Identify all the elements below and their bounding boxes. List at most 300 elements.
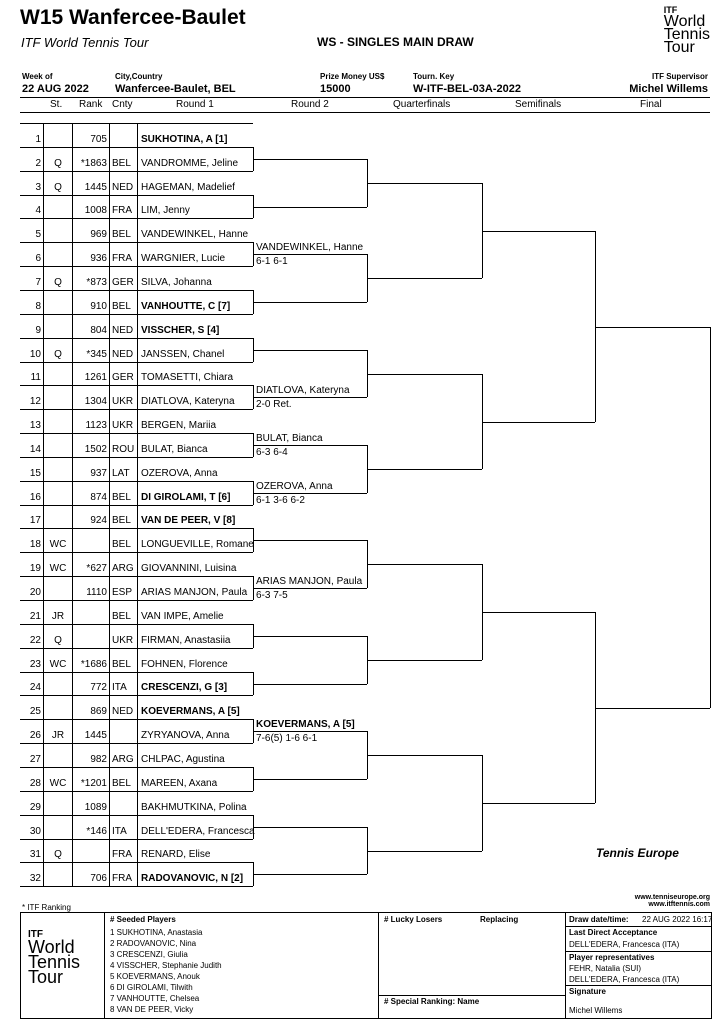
- player-country: BEL: [112, 492, 131, 503]
- player-rank: 1110: [86, 587, 107, 598]
- player-name[interactable]: CRESCENZI, G [3]: [141, 682, 228, 693]
- player-number: 22: [29, 635, 41, 646]
- player-status: JR: [51, 730, 65, 741]
- row-sep: [43, 838, 44, 862]
- row-sep: [43, 528, 44, 552]
- row-sep: [137, 481, 138, 505]
- player-status: Q: [54, 349, 62, 360]
- player-number: 25: [29, 706, 41, 717]
- row-sep: [43, 719, 44, 743]
- col-country: Cnty: [112, 99, 133, 110]
- row-sep: [137, 194, 138, 218]
- player-country: BEL: [112, 301, 131, 312]
- qf-line: [367, 374, 482, 375]
- player-name[interactable]: ZYRYANOVA, Anna: [141, 730, 230, 741]
- row-sep: [137, 671, 138, 695]
- player-country: BEL: [112, 778, 131, 789]
- tournament-title: W15 Wanfercee-Baulet: [20, 6, 246, 29]
- url-tenniseurope: www.tenniseurope.org: [634, 894, 710, 901]
- footer-logo-world: World: [28, 937, 75, 957]
- qf-line: [367, 183, 482, 184]
- row-sep: [109, 314, 110, 338]
- itf-logo-itf: ITF: [663, 5, 678, 15]
- row-sep: [72, 600, 73, 624]
- r2-line: [253, 350, 367, 351]
- row-sep: [43, 504, 44, 528]
- qf-line: [367, 660, 482, 661]
- lda-value: DELL'EDERA, Francesca (ITA): [569, 940, 680, 949]
- r2-line: [253, 397, 367, 398]
- lucky-losers-title: # Lucky Losers: [384, 915, 443, 924]
- r2-line: [253, 636, 367, 637]
- player-status: Q: [54, 277, 62, 288]
- col-semifinals: Semifinals: [515, 99, 562, 110]
- row-sep: [109, 862, 110, 886]
- player-country: FRA: [112, 873, 132, 884]
- final-line: [595, 327, 710, 328]
- row-line-top: [20, 123, 253, 124]
- seeded-player: 7 VANHOUTTE, Chelsea: [110, 994, 200, 1003]
- col-quarterfinals: Quarterfinals: [393, 99, 451, 110]
- footer-logo-tennis: Tennis: [28, 952, 81, 972]
- player-number: 16: [29, 492, 41, 503]
- player-country: BEL: [112, 229, 131, 240]
- row-sep: [137, 266, 138, 290]
- r2-line: [253, 874, 367, 875]
- player-country: UKR: [112, 396, 134, 407]
- seeded-player: 2 RADOVANOVIC, Nina: [110, 939, 197, 948]
- r2-winner-score: 2-0 Ret.: [256, 399, 292, 410]
- row-sep: [43, 194, 44, 218]
- player-name[interactable]: VAN IMPE, Amelie: [141, 611, 224, 622]
- player-number: 26: [29, 730, 41, 741]
- player-rank: 874: [90, 492, 107, 503]
- player-name[interactable]: RENARD, Elise: [141, 849, 211, 860]
- itf-logo-tennis: Tennis: [663, 26, 710, 43]
- row-sep: [72, 838, 73, 862]
- player-country: FRA: [112, 849, 132, 860]
- rep1-value: FEHR, Natalia (SUI): [569, 964, 642, 973]
- row-sep: [109, 838, 110, 862]
- player-name[interactable]: BERGEN, Mariia: [141, 420, 217, 431]
- seeded-player: 5 KOEVERMANS, Anouk: [110, 972, 200, 981]
- row-sep: [43, 600, 44, 624]
- player-rank: 772: [90, 682, 107, 693]
- player-number: 2: [35, 158, 41, 169]
- row-sep: [109, 266, 110, 290]
- row-sep: [109, 719, 110, 743]
- seeded-title: # Seeded Players: [110, 915, 176, 924]
- row-sep: [137, 719, 138, 743]
- row-sep: [137, 815, 138, 839]
- player-number: 3: [35, 182, 41, 193]
- row-sep: [137, 171, 138, 195]
- player-rank: *627: [86, 563, 107, 574]
- player-rank: 1445: [84, 730, 107, 741]
- row-sep: [72, 528, 73, 552]
- player-number: 14: [29, 444, 41, 455]
- player-country: ARG: [112, 563, 134, 574]
- qf-line: [367, 278, 482, 279]
- player-number: 13: [29, 420, 41, 431]
- player-number: 6: [35, 253, 41, 264]
- player-rank: 1304: [84, 396, 107, 407]
- qf-line: [367, 755, 482, 756]
- player-name[interactable]: SILVA, Johanna: [141, 277, 212, 288]
- qf-line: [367, 564, 482, 565]
- player-status: JR: [51, 611, 65, 622]
- row-sep: [137, 147, 138, 171]
- row-sep: [137, 242, 138, 266]
- seeded-player: 4 VISSCHER, Stephanie Judith: [110, 961, 222, 970]
- row-sep: [109, 576, 110, 600]
- row-sep: [43, 266, 44, 290]
- row-sep: [109, 791, 110, 815]
- player-number: 28: [29, 778, 41, 789]
- player-rank: 869: [90, 706, 107, 717]
- city-label: City,Country: [115, 72, 163, 81]
- player-number: 30: [29, 826, 41, 837]
- row-sep: [43, 433, 44, 457]
- player-name[interactable]: BAKHMUTKINA, Polina: [141, 802, 247, 813]
- seeded-player: 6 DI GIROLAMI, Tilwith: [110, 983, 193, 992]
- row-sep: [137, 361, 138, 385]
- qf-line: [367, 469, 482, 470]
- player-rank: 804: [90, 325, 107, 336]
- player-number: 32: [29, 873, 41, 884]
- player-country: ITA: [112, 826, 127, 837]
- player-name[interactable]: LIM, Jenny: [141, 205, 190, 216]
- row-sep: [43, 862, 44, 886]
- col-rank: Rank: [79, 99, 103, 110]
- row-sep: [43, 671, 44, 695]
- player-name[interactable]: DIATLOVA, Kateryna: [141, 396, 235, 407]
- player-number: 27: [29, 754, 41, 765]
- player-status: Q: [54, 182, 62, 193]
- player-number: 7: [35, 277, 41, 288]
- col-status: St.: [50, 99, 63, 110]
- player-status: Q: [54, 635, 62, 646]
- player-name[interactable]: OZEROVA, Anna: [141, 468, 218, 479]
- city-value: Wanfercee-Baulet, BEL: [115, 83, 236, 95]
- player-rank: *1201: [80, 778, 107, 789]
- row-sep: [43, 409, 44, 433]
- itf-logo-tour: Tour: [663, 39, 695, 56]
- final-connector: [710, 327, 711, 708]
- player-number: 21: [29, 611, 41, 622]
- row-sep: [137, 743, 138, 767]
- col-round1: Round 1: [176, 99, 214, 110]
- draw-date-label: Draw date/time:: [569, 915, 629, 924]
- draw-title: WS - SINGLES MAIN DRAW: [317, 35, 474, 49]
- player-status: WC: [49, 539, 67, 550]
- player-name[interactable]: VANHOUTTE, C [7]: [141, 301, 231, 312]
- player-status: Q: [54, 158, 62, 169]
- sf-line: [482, 231, 595, 232]
- r2-line: [253, 445, 367, 446]
- draw-date-value: 22 AUG 2022 16:17: [642, 915, 713, 924]
- r2-winner-score: 6-3 6-4: [256, 447, 288, 458]
- r2-winner-name: BULAT, Bianca: [256, 433, 323, 444]
- row-sep: [109, 528, 110, 552]
- row-sep: [137, 862, 138, 886]
- row-sep: [137, 338, 138, 362]
- row-sep: [137, 314, 138, 338]
- supervisor-label: ITF Supervisor: [651, 72, 708, 81]
- player-name[interactable]: VISSCHER, S [4]: [141, 325, 220, 336]
- player-name[interactable]: SUKHOTINA, A [1]: [141, 134, 228, 145]
- col-round2: Round 2: [291, 99, 329, 110]
- player-name[interactable]: ARIAS MANJON, Paula: [141, 587, 248, 598]
- qf-line: [367, 851, 482, 852]
- player-country: ESP: [112, 587, 133, 598]
- seeded-list: [110, 927, 222, 1015]
- player-rank: 706: [90, 873, 107, 884]
- r2-line: [253, 159, 367, 160]
- footer-logo-itf: ITF: [28, 929, 43, 940]
- row-sep: [109, 481, 110, 505]
- player-name[interactable]: FOHNEN, Florence: [141, 659, 228, 670]
- player-number: 18: [29, 539, 41, 550]
- url-itf: www.itftennis.com: [648, 901, 710, 908]
- row-sep: [43, 815, 44, 839]
- player-rank: *873: [86, 277, 107, 288]
- row-sep: [109, 361, 110, 385]
- player-name[interactable]: LONGUEVILLE, Romane: [141, 539, 254, 550]
- r2-line: [253, 540, 367, 541]
- r2-winner-score: 7-6(5) 1-6 6-1: [256, 733, 318, 744]
- row-line: [20, 886, 253, 887]
- r2-winner-score: 6-1 6-1: [256, 256, 288, 267]
- sf-line: [482, 612, 595, 613]
- player-number: 5: [35, 229, 41, 240]
- row-sep: [109, 433, 110, 457]
- row-sep: [43, 576, 44, 600]
- player-name[interactable]: GIOVANNINI, Luisina: [141, 563, 237, 574]
- player-name[interactable]: MAREEN, Axana: [141, 778, 218, 789]
- r2-winner-score: 6-3 7-5: [256, 590, 288, 601]
- player-rank: 937: [90, 468, 107, 479]
- row-sep: [109, 457, 110, 481]
- player-number: 4: [35, 205, 41, 216]
- player-number: 15: [29, 468, 41, 479]
- r2-line: [253, 207, 367, 208]
- player-rank: *146: [86, 826, 107, 837]
- row-sep: [109, 767, 110, 791]
- player-name[interactable]: DELL'EDERA, Francesca: [141, 826, 255, 837]
- key-value: W-ITF-BEL-03A-2022: [413, 83, 521, 95]
- signature-label: Signature: [569, 987, 606, 996]
- player-country: BEL: [112, 515, 131, 526]
- key-label: Tourn. Key: [413, 72, 455, 81]
- row-sep: [43, 385, 44, 409]
- replacing-title: Replacing: [480, 915, 519, 924]
- row-sep: [109, 338, 110, 362]
- player-number: 17: [29, 515, 41, 526]
- row-sep: [137, 791, 138, 815]
- player-name[interactable]: FIRMAN, Anastasiia: [141, 635, 231, 646]
- player-name[interactable]: VANDEWINKEL, Hanne: [141, 229, 249, 240]
- row-sep: [137, 695, 138, 719]
- player-name[interactable]: JANSSEN, Chanel: [141, 349, 225, 360]
- player-rank: *345: [86, 349, 107, 360]
- player-rank: *1686: [80, 659, 107, 670]
- player-rank: 1502: [84, 444, 107, 455]
- player-rank: 1261: [84, 372, 107, 383]
- player-country: ROU: [112, 444, 135, 455]
- row-sep: [137, 385, 138, 409]
- player-country: FRA: [112, 253, 132, 264]
- prize-value: 15000: [320, 83, 351, 95]
- player-name[interactable]: KOEVERMANS, A [5]: [141, 706, 240, 717]
- player-country: BEL: [112, 659, 131, 670]
- row-sep: [109, 743, 110, 767]
- row-sep: [109, 409, 110, 433]
- seeded-player: 1 SUKHOTINA, Anastasia: [110, 928, 203, 937]
- week-value: 22 AUG 2022: [22, 83, 89, 95]
- player-number: 19: [29, 563, 41, 574]
- player-number: 10: [29, 349, 41, 360]
- player-number: 1: [35, 134, 41, 145]
- player-rank: 924: [90, 515, 107, 526]
- row-sep: [137, 218, 138, 242]
- player-rank: 910: [90, 301, 107, 312]
- row-sep: [43, 457, 44, 481]
- row-sep: [137, 767, 138, 791]
- player-name[interactable]: BULAT, Bianca: [141, 444, 208, 455]
- row-sep: [137, 552, 138, 576]
- prize-label: Prize Money US$: [320, 72, 385, 81]
- player-rank: 936: [90, 253, 107, 264]
- player-name[interactable]: TOMASETTI, Chiara: [141, 372, 234, 383]
- player-status: WC: [49, 563, 67, 574]
- row-sep: [43, 481, 44, 505]
- row-sep: [137, 624, 138, 648]
- player-name[interactable]: CHLPAC, Agustina: [141, 754, 225, 765]
- seeded-player: 3 CRESCENZI, Giulia: [110, 950, 188, 959]
- signature-value: Michel Willems: [569, 1006, 623, 1015]
- player-status: WC: [49, 659, 67, 670]
- row-sep: [109, 242, 110, 266]
- r2-line: [253, 827, 367, 828]
- row-sep: [109, 624, 110, 648]
- player-number: 12: [29, 396, 41, 407]
- r2-line: [253, 254, 367, 255]
- special-ranking-title: # Special Ranking: Name: [384, 997, 480, 1006]
- row-sep: [43, 361, 44, 385]
- player-name[interactable]: VANDROMME, Jeline: [141, 158, 239, 169]
- r2-winner-name: ARIAS MANJON, Paula: [256, 576, 363, 587]
- tennis-europe-logo: Tennis Europe: [596, 846, 679, 860]
- player-rank: 1089: [84, 802, 107, 813]
- player-country: NED: [112, 325, 134, 336]
- tour-name: ITF World Tennis Tour: [21, 35, 149, 50]
- player-country: NED: [112, 706, 134, 717]
- row-sep: [43, 552, 44, 576]
- player-number: 24: [29, 682, 41, 693]
- row-sep: [137, 648, 138, 672]
- player-name[interactable]: DI GIROLAMI, T [6]: [141, 492, 231, 503]
- r2-line: [253, 493, 367, 494]
- player-number: 29: [29, 802, 41, 813]
- row-sep: [137, 123, 138, 147]
- row-sep: [43, 767, 44, 791]
- player-country: NED: [112, 349, 134, 360]
- row-sep: [109, 171, 110, 195]
- row-sep: [109, 504, 110, 528]
- player-rank: *1863: [80, 158, 107, 169]
- row-sep: [43, 147, 44, 171]
- row-sep: [43, 648, 44, 672]
- player-country: GER: [112, 277, 134, 288]
- row-sep: [137, 290, 138, 314]
- footer-itf-logo: [28, 930, 80, 985]
- row-sep: [43, 171, 44, 195]
- row-sep: [43, 242, 44, 266]
- player-number: 23: [29, 659, 41, 670]
- row-sep: [43, 791, 44, 815]
- row-sep: [43, 290, 44, 314]
- row-sep: [43, 314, 44, 338]
- r2-line: [253, 588, 367, 589]
- row-sep: [137, 504, 138, 528]
- week-label: Week of: [22, 72, 53, 81]
- player-name[interactable]: VAN DE PEER, V [8]: [141, 515, 236, 526]
- row-sep: [109, 385, 110, 409]
- r2-line: [253, 302, 367, 303]
- player-rank: 1008: [84, 205, 107, 216]
- website-urls: [602, 894, 710, 908]
- player-number: 8: [35, 301, 41, 312]
- rep2-value: DELL'EDERA, Francesca (ITA): [569, 975, 680, 984]
- player-country: ITA: [112, 682, 127, 693]
- itf-logo: [664, 6, 710, 54]
- row-sep: [109, 600, 110, 624]
- player-country: UKR: [112, 635, 134, 646]
- row-sep: [43, 695, 44, 719]
- row-sep: [109, 123, 110, 147]
- r2-line: [253, 731, 367, 732]
- row-sep: [137, 838, 138, 862]
- player-country: FRA: [112, 205, 132, 216]
- player-name[interactable]: WARGNIER, Lucie: [141, 253, 226, 264]
- row-sep: [72, 624, 73, 648]
- player-name[interactable]: HAGEMAN, Madelief: [141, 182, 235, 193]
- player-country: NED: [112, 182, 134, 193]
- r2-line: [253, 684, 367, 685]
- row-sep: [137, 409, 138, 433]
- lda-label: Last Direct Acceptance: [569, 928, 658, 937]
- player-rank: 969: [90, 229, 107, 240]
- player-status: Q: [54, 849, 62, 860]
- player-number: 11: [30, 372, 41, 383]
- player-rank: 1445: [84, 182, 107, 193]
- player-rank: 982: [90, 754, 107, 765]
- player-country: BEL: [112, 158, 131, 169]
- row-sep: [137, 433, 138, 457]
- r2-winner-name: VANDEWINKEL, Hanne: [256, 242, 364, 253]
- footer-logo-tour: Tour: [28, 967, 64, 987]
- r2-winner-name: KOEVERMANS, A [5]: [256, 719, 355, 730]
- player-name[interactable]: RADOVANOVIC, N [2]: [141, 873, 244, 884]
- row-sep: [109, 815, 110, 839]
- player-number: 20: [29, 587, 41, 598]
- player-rank: 1123: [85, 420, 107, 431]
- itf-logo-world: World: [663, 13, 706, 30]
- row-sep: [43, 743, 44, 767]
- player-country: UKR: [112, 420, 134, 431]
- player-rank: 705: [90, 134, 107, 145]
